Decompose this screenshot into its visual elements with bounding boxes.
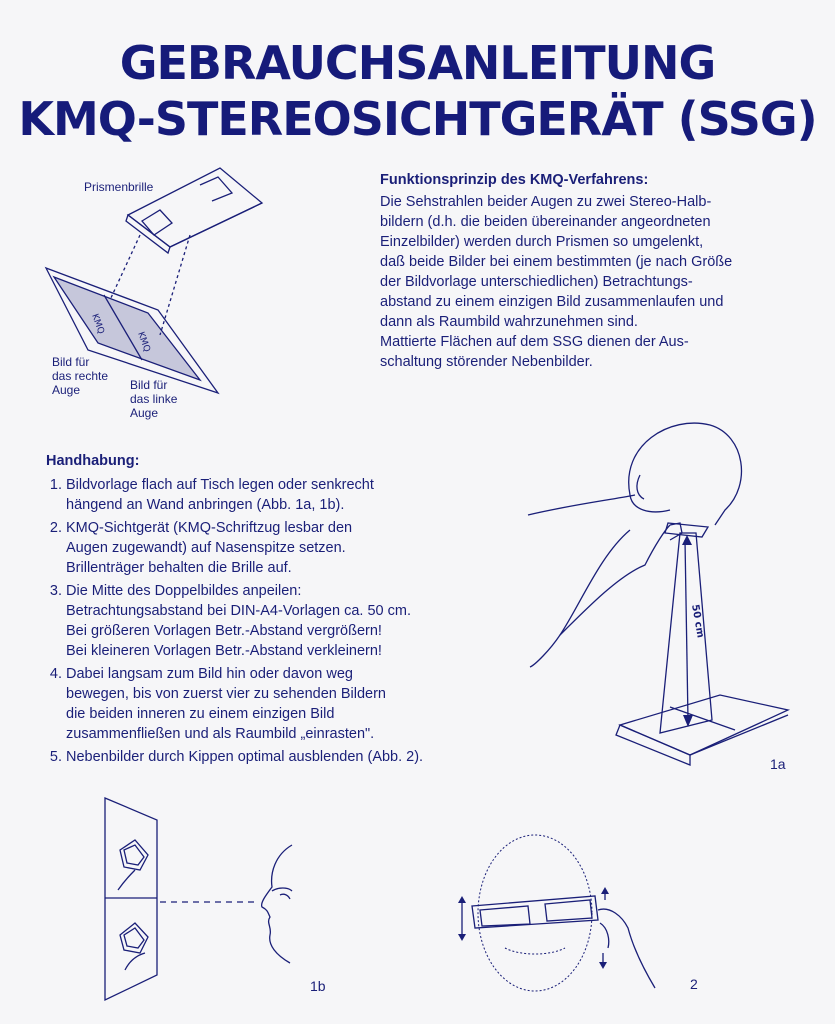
svg-text:KMQ: KMQ (135, 330, 152, 354)
figure-1b-label: 1b (310, 978, 326, 994)
function-principle-section (380, 172, 800, 372)
figure-1b-illustration (100, 795, 310, 1005)
figure-1a-illustration (520, 415, 800, 775)
svg-text:KMQ: KMQ (89, 312, 106, 336)
label-left-eye-image: Bild für das linke Auge (130, 378, 178, 420)
label-prism-glasses: Prismenbrille (84, 180, 154, 194)
handling-step-4: 4. Dabei langsam zum Bild hin oder davon weg bewegen, bis von zuerst vier zu sehenden Bildern die beiden inneren zu einem einzigen Bild zusammenfließen und als Raumbild „einrasten". (66, 664, 516, 744)
label-right-eye-image: Bild für das rechte Auge (52, 355, 109, 397)
function-heading: Funktionsprinzip des KMQ-Verfahrens: (380, 172, 649, 188)
handling-heading: Handhabung: (46, 453, 140, 469)
figure-2-label: 2 (690, 976, 698, 992)
handling-steps (46, 475, 516, 767)
handling-step-1: 1. Bildvorlage flach auf Tisch legen oder senkrecht hängend an Wand anbringen (Abb. 1a, 1b). (66, 475, 516, 515)
title-line-2: KMQ-STEREOSICHTGERÄT (SSG) (18, 92, 817, 146)
function-text: Die Sehstrahlen beider Augen zu zwei Stereo-Halb- bildern (d.h. die beiden übereinander angeordneten Einzelbilder) werden durch Prismen so umgelenkt, daß beide Bilder bei einem bestimmten (je nach Größe der Bildvorlage unterschiedlichen) Betrachtungs- abstand zu einem einzigen Bild zusammenlaufen und dann als Raumbild wahrzunehmen sind. Mattierte Flächen auf dem SSG dienen der Aus- schaltung störender Nebenbilder. (380, 194, 733, 370)
title-line-1: GEBRAUCHSANLEITUNG (119, 36, 716, 90)
handling-step-2: 2. KMQ-Sichtgerät (KMQ-Schriftzug lesbar den Augen zugewandt) auf Nasenspitze setzen. Brillenträger behalten die Brille auf. (66, 518, 516, 578)
figure-2-illustration (450, 828, 680, 1008)
handling-step-3: 3. Die Mitte des Doppelbildes anpeilen: Betrachtungsabstand bei DIN-A4-Vorlagen ca. 50 cm. Bei größeren Vorlagen Betr.-Abstand vergrößern! Bei kleineren Vorlagen Betr.-Abstand verkleinern! (66, 581, 516, 661)
distance-label: 50 cm (689, 603, 706, 639)
handling-section (46, 453, 516, 770)
figure-1a-label: 1a (770, 756, 786, 772)
handling-step-5: 5. Nebenbilder durch Kippen optimal ausblenden (Abb. 2). (66, 747, 516, 767)
